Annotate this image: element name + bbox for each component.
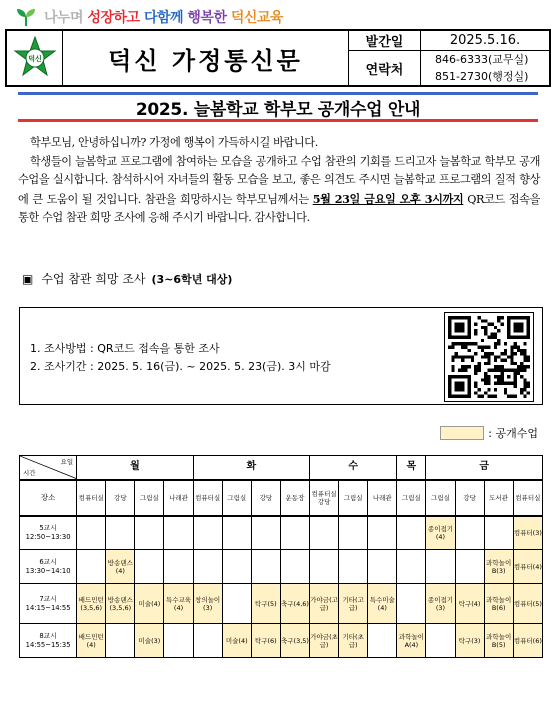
class-cell (280, 550, 309, 584)
survey-details (30, 340, 331, 376)
newsletter-header (5, 29, 551, 87)
class-cell (164, 550, 193, 584)
class-cell (310, 550, 339, 584)
class-cell: 과학놀이B(5) (484, 624, 513, 658)
class-cell: 컴퓨터(5) (513, 584, 542, 624)
class-cell: 가야금(고급) (310, 584, 339, 624)
notice-banner: 2025. 늘봄학교 학부모 공개수업 안내 (18, 92, 538, 122)
day-friday: 금 (426, 456, 543, 480)
contact-phones (421, 51, 549, 85)
qr-code[interactable] (444, 312, 534, 402)
class-cell (310, 516, 339, 550)
period-label: 7교시 14:15~14:55 (20, 584, 77, 624)
class-cell: 특수교육(4) (164, 584, 193, 624)
corner-time-label: 시간 (23, 468, 36, 477)
class-cell (251, 550, 280, 584)
slogan-word-4: 행복한 (187, 10, 227, 26)
class-cell: 가야금(초급) (310, 624, 339, 658)
class-cell: 탁구(3) (455, 624, 484, 658)
survey-method: 1. 조사방법 : QR코드 접속을 통한 조사 (30, 342, 220, 355)
survey-period: 2. 조사기간 : 2025. 5. 16(금). ~ 2025. 5. 23(금). 3시 마감 (30, 360, 331, 373)
class-cell: 과학놀이A(4) (397, 624, 426, 658)
class-cell: 과학놀이B(6) (484, 584, 513, 624)
room-cell: 강당 (455, 480, 484, 516)
header-meta (349, 31, 549, 85)
class-cell (368, 624, 397, 658)
school-logo (7, 31, 63, 85)
issue-date: 2025.5.16. (421, 31, 549, 51)
room-cell: 그림실 (135, 480, 164, 516)
class-cell: 탁구(6) (251, 624, 280, 658)
class-cell (280, 516, 309, 550)
room-cell: 운동장 (280, 480, 309, 516)
class-cell: 배드민턴(3,5,6) (77, 584, 106, 624)
room-cell: 강당 (251, 480, 280, 516)
class-cell (397, 550, 426, 584)
class-cell: 미술(3) (135, 624, 164, 658)
legend-label: : 공개수업 (488, 427, 538, 440)
newsletter-title: 덕신 가정통신문 (63, 31, 349, 85)
class-cell: 기타(초급) (339, 624, 368, 658)
main-paragraph-end: QR코드 접속을 통한 수업 참관 희망 조사에 응해 주시기 바랍니다. 감사합니다. (18, 192, 540, 224)
open-class-schedule (19, 455, 543, 658)
slogan-word-2: 성장하고 (87, 10, 140, 26)
survey-section-title (22, 270, 232, 287)
period-row-8 (20, 624, 543, 658)
class-cell: 탁구(5) (251, 584, 280, 624)
class-cell (193, 550, 222, 584)
day-wednesday: 수 (310, 456, 397, 480)
room-cell: 컴퓨터실강당 (310, 480, 339, 516)
room-cell: 그림실 (339, 480, 368, 516)
class-cell (339, 550, 368, 584)
class-cell: 창의놀이(3) (193, 584, 222, 624)
room-cell: 도서관 (484, 480, 513, 516)
legend-swatch (440, 426, 484, 440)
logo-text: 덕신 (27, 55, 42, 63)
corner-day-label: 요일 (60, 458, 74, 466)
room-cell: 컴퓨터실 (193, 480, 222, 516)
slogan-word-5: 덕신교육 (230, 10, 283, 26)
room-cell: 강당 (106, 480, 135, 516)
sprout-icon (14, 7, 38, 27)
day-header-row (20, 456, 543, 480)
day-monday: 월 (77, 456, 193, 480)
class-cell: 과학놀이B(3) (484, 550, 513, 584)
class-cell (397, 516, 426, 550)
class-cell: 방송댄스(3,5,6) (106, 584, 135, 624)
class-cell (222, 584, 251, 624)
main-paragraph-start: 학생들이 늘봄학교 프로그램에 참여하는 모습을 공개하고 수업 참관의 기회를 드리고자 늘봄학교 학부모 공개수업을 실시합니다. 참석하시어 자녀들의 활동 모습을 보고, 좋은 의견도 주시면 늘봄학교 프로그램의 질적 향상에 큰 도움이 될 것입니다. 참관을 희망하시는 학부모님께서는 (18, 154, 540, 206)
period-row-6 (20, 550, 543, 584)
class-cell (193, 516, 222, 550)
class-cell (164, 624, 193, 658)
class-cell (164, 516, 193, 550)
deadline-highlight: 5월 23일 금요일 오후 3시까지 (312, 191, 464, 206)
room-row (20, 480, 543, 516)
class-cell (426, 624, 455, 658)
slogan-word-3: 다함께 (143, 10, 184, 26)
open-class-legend (440, 425, 538, 441)
class-cell (251, 516, 280, 550)
section-subtitle: (3~6학년 대상) (151, 272, 233, 286)
class-cell: 방송댄스(4) (106, 550, 135, 584)
period-row-7 (20, 584, 543, 624)
issue-date-label: 발간일 (349, 31, 421, 51)
slogan-word-1: 나누며 (44, 10, 84, 26)
square-bullet-icon: ▣ (22, 271, 34, 286)
room-cell: 컴퓨터실 (513, 480, 542, 516)
class-cell (222, 516, 251, 550)
class-cell (397, 584, 426, 624)
class-cell (455, 516, 484, 550)
room-header: 장소 (20, 480, 77, 516)
class-cell (368, 550, 397, 584)
day-thursday: 목 (397, 456, 426, 480)
class-cell: 컴퓨터(6) (513, 624, 542, 658)
room-cell: 나래관 (164, 480, 193, 516)
period-label: 5교시 12:50~13:30 (20, 516, 77, 550)
class-cell (368, 516, 397, 550)
survey-info-box (19, 307, 543, 405)
class-cell (135, 550, 164, 584)
room-cell: 그림실 (426, 480, 455, 516)
class-cell: 종이접기(4) (426, 516, 455, 550)
phone-teachers-office: 846-6333(교무실) (435, 53, 529, 66)
period-label: 6교시 13:30~14:10 (20, 550, 77, 584)
class-cell: 컴퓨터(3) (513, 516, 542, 550)
room-cell: 나래관 (368, 480, 397, 516)
class-cell: 컴퓨터(4) (513, 550, 542, 584)
class-cell: 미술(4) (222, 624, 251, 658)
class-cell: 배드민턴(4) (77, 624, 106, 658)
phone-admin-office: 851-2730(행정실) (435, 70, 529, 83)
class-cell: 탁구(4) (455, 584, 484, 624)
room-cell: 그림실 (397, 480, 426, 516)
main-paragraph (18, 153, 540, 228)
class-cell: 미술(4) (135, 584, 164, 624)
class-cell (77, 516, 106, 550)
qr-code-icon (448, 316, 530, 398)
class-cell (426, 550, 455, 584)
corner-cell (20, 456, 77, 480)
period-row-5 (20, 516, 543, 550)
day-tuesday: 화 (193, 456, 309, 480)
class-cell (455, 550, 484, 584)
class-cell (106, 624, 135, 658)
greeting-paragraph: 학부모님, 안녕하십니까? 가정에 행복이 가득하시길 바랍니다. (30, 136, 318, 149)
section-title-text: 수업 참관 희망 조사 (41, 272, 146, 286)
class-cell (135, 516, 164, 550)
class-cell: 기타(고급) (339, 584, 368, 624)
class-cell (106, 516, 135, 550)
slogan (14, 6, 283, 28)
room-cell: 컴퓨터실 (77, 480, 106, 516)
class-cell (77, 550, 106, 584)
room-cell: 그림실 (222, 480, 251, 516)
class-cell (339, 516, 368, 550)
class-cell (193, 624, 222, 658)
contact-label: 연락처 (349, 51, 421, 85)
class-cell (484, 516, 513, 550)
period-label: 8교시 14:55~15:35 (20, 624, 77, 658)
letter-body (18, 134, 540, 228)
school-emblem-icon (13, 36, 57, 80)
class-cell (222, 550, 251, 584)
class-cell: 종이접기(3) (426, 584, 455, 624)
class-cell: 축구(4,6) (280, 584, 309, 624)
class-cell: 특수미술(4) (368, 584, 397, 624)
class-cell: 축구(3,5) (280, 624, 309, 658)
